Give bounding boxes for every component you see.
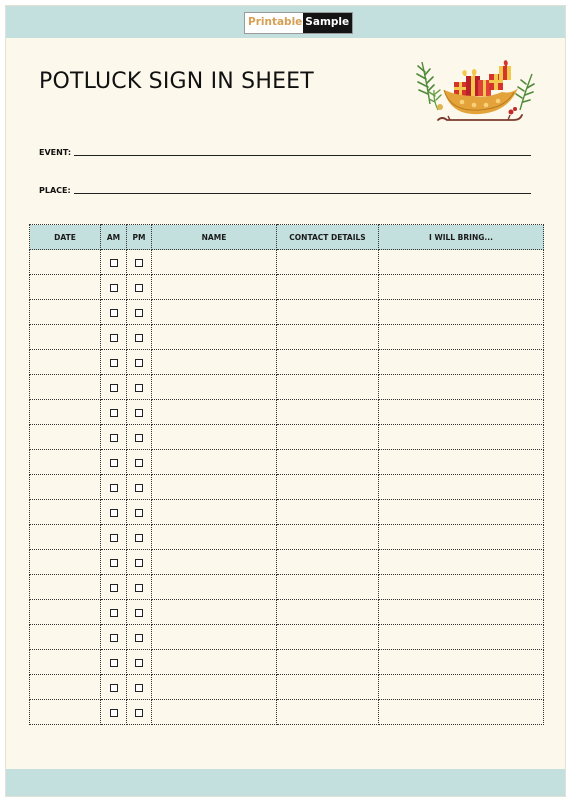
event-label: EVENT: — [39, 148, 72, 157]
am-cell[interactable] — [101, 650, 127, 675]
i-will-bring-cell[interactable] — [379, 550, 544, 575]
checkbox-icon[interactable] — [110, 409, 118, 417]
i-will-bring-cell[interactable] — [379, 600, 544, 625]
name-cell[interactable] — [152, 425, 277, 450]
table-row — [30, 400, 544, 425]
checkbox-icon[interactable] — [110, 684, 118, 692]
checkbox-icon[interactable] — [135, 384, 143, 392]
date-cell[interactable] — [30, 575, 101, 600]
checkbox-icon[interactable] — [135, 634, 143, 642]
checkbox-icon[interactable] — [135, 359, 143, 367]
i-will-bring-cell[interactable] — [379, 300, 544, 325]
contact-details-cell[interactable] — [277, 475, 379, 500]
contact-details-cell[interactable] — [277, 375, 379, 400]
date-cell[interactable] — [30, 275, 101, 300]
am-cell[interactable] — [101, 575, 127, 600]
table-row — [30, 700, 544, 725]
pm-cell[interactable] — [127, 350, 152, 375]
event-field[interactable] — [39, 148, 531, 157]
pm-cell[interactable] — [127, 375, 152, 400]
i-will-bring-cell[interactable] — [379, 575, 544, 600]
am-cell[interactable] — [101, 600, 127, 625]
checkbox-icon[interactable] — [110, 459, 118, 467]
checkbox-icon[interactable] — [110, 334, 118, 342]
column-header-am: AM — [101, 225, 127, 250]
checkbox-icon[interactable] — [110, 659, 118, 667]
table-row — [30, 600, 544, 625]
checkbox-icon[interactable] — [110, 384, 118, 392]
pm-cell[interactable] — [127, 675, 152, 700]
checkbox-icon[interactable] — [135, 409, 143, 417]
i-will-bring-cell[interactable] — [379, 650, 544, 675]
name-cell[interactable] — [152, 450, 277, 475]
date-cell[interactable] — [30, 625, 101, 650]
date-cell[interactable] — [30, 300, 101, 325]
name-cell[interactable] — [152, 500, 277, 525]
i-will-bring-cell[interactable] — [379, 525, 544, 550]
am-cell[interactable] — [101, 550, 127, 575]
checkbox-icon[interactable] — [135, 434, 143, 442]
checkbox-icon[interactable] — [110, 609, 118, 617]
i-will-bring-cell[interactable] — [379, 325, 544, 350]
date-cell[interactable] — [30, 525, 101, 550]
pm-cell[interactable] — [127, 550, 152, 575]
i-will-bring-cell[interactable] — [379, 350, 544, 375]
table-row — [30, 425, 544, 450]
table-row — [30, 375, 544, 400]
logo-text-sample: Sample — [303, 13, 352, 33]
table-row — [30, 450, 544, 475]
checkbox-icon[interactable] — [135, 459, 143, 467]
column-header-pm: PM — [127, 225, 152, 250]
name-cell[interactable] — [152, 475, 277, 500]
contact-details-cell[interactable] — [277, 325, 379, 350]
date-cell[interactable] — [30, 675, 101, 700]
am-cell[interactable] — [101, 475, 127, 500]
contact-details-cell[interactable] — [277, 700, 379, 725]
pm-cell[interactable] — [127, 475, 152, 500]
contact-details-cell[interactable] — [277, 400, 379, 425]
printable-sample-logo — [244, 12, 353, 34]
date-cell[interactable] — [30, 400, 101, 425]
pm-cell[interactable] — [127, 425, 152, 450]
date-cell[interactable] — [30, 375, 101, 400]
place-field[interactable] — [39, 186, 531, 195]
table-row — [30, 350, 544, 375]
contact-details-cell[interactable] — [277, 300, 379, 325]
name-cell[interactable] — [152, 550, 277, 575]
checkbox-icon[interactable] — [110, 559, 118, 567]
pm-cell[interactable] — [127, 600, 152, 625]
contact-details-cell[interactable] — [277, 450, 379, 475]
checkbox-icon[interactable] — [135, 334, 143, 342]
name-cell[interactable] — [152, 575, 277, 600]
i-will-bring-cell[interactable] — [379, 500, 544, 525]
table-row — [30, 650, 544, 675]
am-cell[interactable] — [101, 350, 127, 375]
checkbox-icon[interactable] — [135, 559, 143, 567]
am-cell[interactable] — [101, 375, 127, 400]
checkbox-icon[interactable] — [135, 259, 143, 267]
checkbox-icon[interactable] — [110, 584, 118, 592]
i-will-bring-cell[interactable] — [379, 475, 544, 500]
i-will-bring-cell[interactable] — [379, 275, 544, 300]
page-title: POTLUCK SIGN IN SHEET — [39, 69, 314, 94]
bottom-banner — [6, 769, 565, 796]
date-cell[interactable] — [30, 450, 101, 475]
contact-details-cell[interactable] — [277, 575, 379, 600]
pm-cell[interactable] — [127, 500, 152, 525]
i-will-bring-cell[interactable] — [379, 675, 544, 700]
date-cell[interactable] — [30, 600, 101, 625]
event-line — [74, 154, 531, 156]
contact-details-cell[interactable] — [277, 550, 379, 575]
contact-details-cell[interactable] — [277, 425, 379, 450]
checkbox-icon[interactable] — [135, 584, 143, 592]
name-cell[interactable] — [152, 675, 277, 700]
name-cell[interactable] — [152, 625, 277, 650]
checkbox-icon[interactable] — [135, 709, 143, 717]
name-cell[interactable] — [152, 325, 277, 350]
pm-cell[interactable] — [127, 525, 152, 550]
pm-cell[interactable] — [127, 275, 152, 300]
date-cell[interactable] — [30, 650, 101, 675]
am-cell[interactable] — [101, 625, 127, 650]
logo-text-printable: Printable — [248, 16, 303, 28]
sign-in-table — [29, 224, 544, 725]
date-cell[interactable] — [30, 475, 101, 500]
checkbox-icon[interactable] — [135, 309, 143, 317]
am-cell[interactable] — [101, 675, 127, 700]
sign-in-sheet-page — [5, 5, 566, 797]
am-cell[interactable] — [101, 450, 127, 475]
date-cell[interactable] — [30, 250, 101, 275]
am-cell[interactable] — [101, 500, 127, 525]
checkbox-icon[interactable] — [110, 534, 118, 542]
sleigh-with-gifts-illustration — [414, 54, 536, 122]
name-cell[interactable] — [152, 300, 277, 325]
contact-details-cell[interactable] — [277, 650, 379, 675]
am-cell[interactable] — [101, 425, 127, 450]
i-will-bring-cell[interactable] — [379, 700, 544, 725]
checkbox-icon[interactable] — [135, 609, 143, 617]
table-row — [30, 300, 544, 325]
pm-cell[interactable] — [127, 300, 152, 325]
table-row — [30, 525, 544, 550]
name-cell[interactable] — [152, 400, 277, 425]
am-cell[interactable] — [101, 275, 127, 300]
date-cell[interactable] — [30, 700, 101, 725]
am-cell[interactable] — [101, 525, 127, 550]
name-cell[interactable] — [152, 600, 277, 625]
i-will-bring-cell[interactable] — [379, 425, 544, 450]
checkbox-icon[interactable] — [110, 484, 118, 492]
name-cell[interactable] — [152, 650, 277, 675]
table-row — [30, 475, 544, 500]
column-header-i-will-bring: I WILL BRING... — [379, 225, 544, 250]
pm-cell[interactable] — [127, 650, 152, 675]
pm-cell[interactable] — [127, 325, 152, 350]
table-row — [30, 325, 544, 350]
contact-details-cell[interactable] — [277, 500, 379, 525]
pm-cell[interactable] — [127, 575, 152, 600]
i-will-bring-cell[interactable] — [379, 250, 544, 275]
contact-details-cell[interactable] — [277, 525, 379, 550]
name-cell[interactable] — [152, 250, 277, 275]
name-cell[interactable] — [152, 350, 277, 375]
i-will-bring-cell[interactable] — [379, 400, 544, 425]
table-row — [30, 575, 544, 600]
checkbox-icon[interactable] — [110, 309, 118, 317]
contact-details-cell[interactable] — [277, 350, 379, 375]
checkbox-icon[interactable] — [135, 484, 143, 492]
column-header-date: DATE — [30, 225, 101, 250]
table-row — [30, 675, 544, 700]
contact-details-cell[interactable] — [277, 625, 379, 650]
pm-cell[interactable] — [127, 450, 152, 475]
date-cell[interactable] — [30, 550, 101, 575]
checkbox-icon[interactable] — [135, 509, 143, 517]
checkbox-icon[interactable] — [135, 534, 143, 542]
checkbox-icon[interactable] — [110, 259, 118, 267]
table-row — [30, 500, 544, 525]
date-cell[interactable] — [30, 350, 101, 375]
place-label: PLACE: — [39, 186, 71, 195]
table-body — [30, 250, 544, 725]
table-row — [30, 275, 544, 300]
contact-details-cell[interactable] — [277, 600, 379, 625]
contact-details-cell[interactable] — [277, 250, 379, 275]
date-cell[interactable] — [30, 425, 101, 450]
date-cell[interactable] — [30, 500, 101, 525]
table-row — [30, 625, 544, 650]
checkbox-icon[interactable] — [110, 634, 118, 642]
name-cell[interactable] — [152, 525, 277, 550]
checkbox-icon[interactable] — [110, 359, 118, 367]
pm-cell[interactable] — [127, 250, 152, 275]
i-will-bring-cell[interactable] — [379, 450, 544, 475]
pm-cell[interactable] — [127, 400, 152, 425]
checkbox-icon[interactable] — [110, 709, 118, 717]
pm-cell[interactable] — [127, 625, 152, 650]
checkbox-icon[interactable] — [135, 659, 143, 667]
name-cell[interactable] — [152, 275, 277, 300]
contact-details-cell[interactable] — [277, 675, 379, 700]
checkbox-icon[interactable] — [110, 509, 118, 517]
pm-cell[interactable] — [127, 700, 152, 725]
i-will-bring-cell[interactable] — [379, 625, 544, 650]
am-cell[interactable] — [101, 400, 127, 425]
table-header-row — [30, 225, 544, 250]
name-cell[interactable] — [152, 375, 277, 400]
am-cell[interactable] — [101, 700, 127, 725]
date-cell[interactable] — [30, 325, 101, 350]
checkbox-icon[interactable] — [135, 684, 143, 692]
column-header-name: NAME — [152, 225, 277, 250]
am-cell[interactable] — [101, 250, 127, 275]
am-cell[interactable] — [101, 300, 127, 325]
place-line — [74, 192, 531, 194]
am-cell[interactable] — [101, 325, 127, 350]
contact-details-cell[interactable] — [277, 275, 379, 300]
checkbox-icon[interactable] — [110, 284, 118, 292]
name-cell[interactable] — [152, 700, 277, 725]
i-will-bring-cell[interactable] — [379, 375, 544, 400]
column-header-contact-details: CONTACT DETAILS — [277, 225, 379, 250]
checkbox-icon[interactable] — [135, 284, 143, 292]
table-row — [30, 250, 544, 275]
checkbox-icon[interactable] — [110, 434, 118, 442]
table-row — [30, 550, 544, 575]
